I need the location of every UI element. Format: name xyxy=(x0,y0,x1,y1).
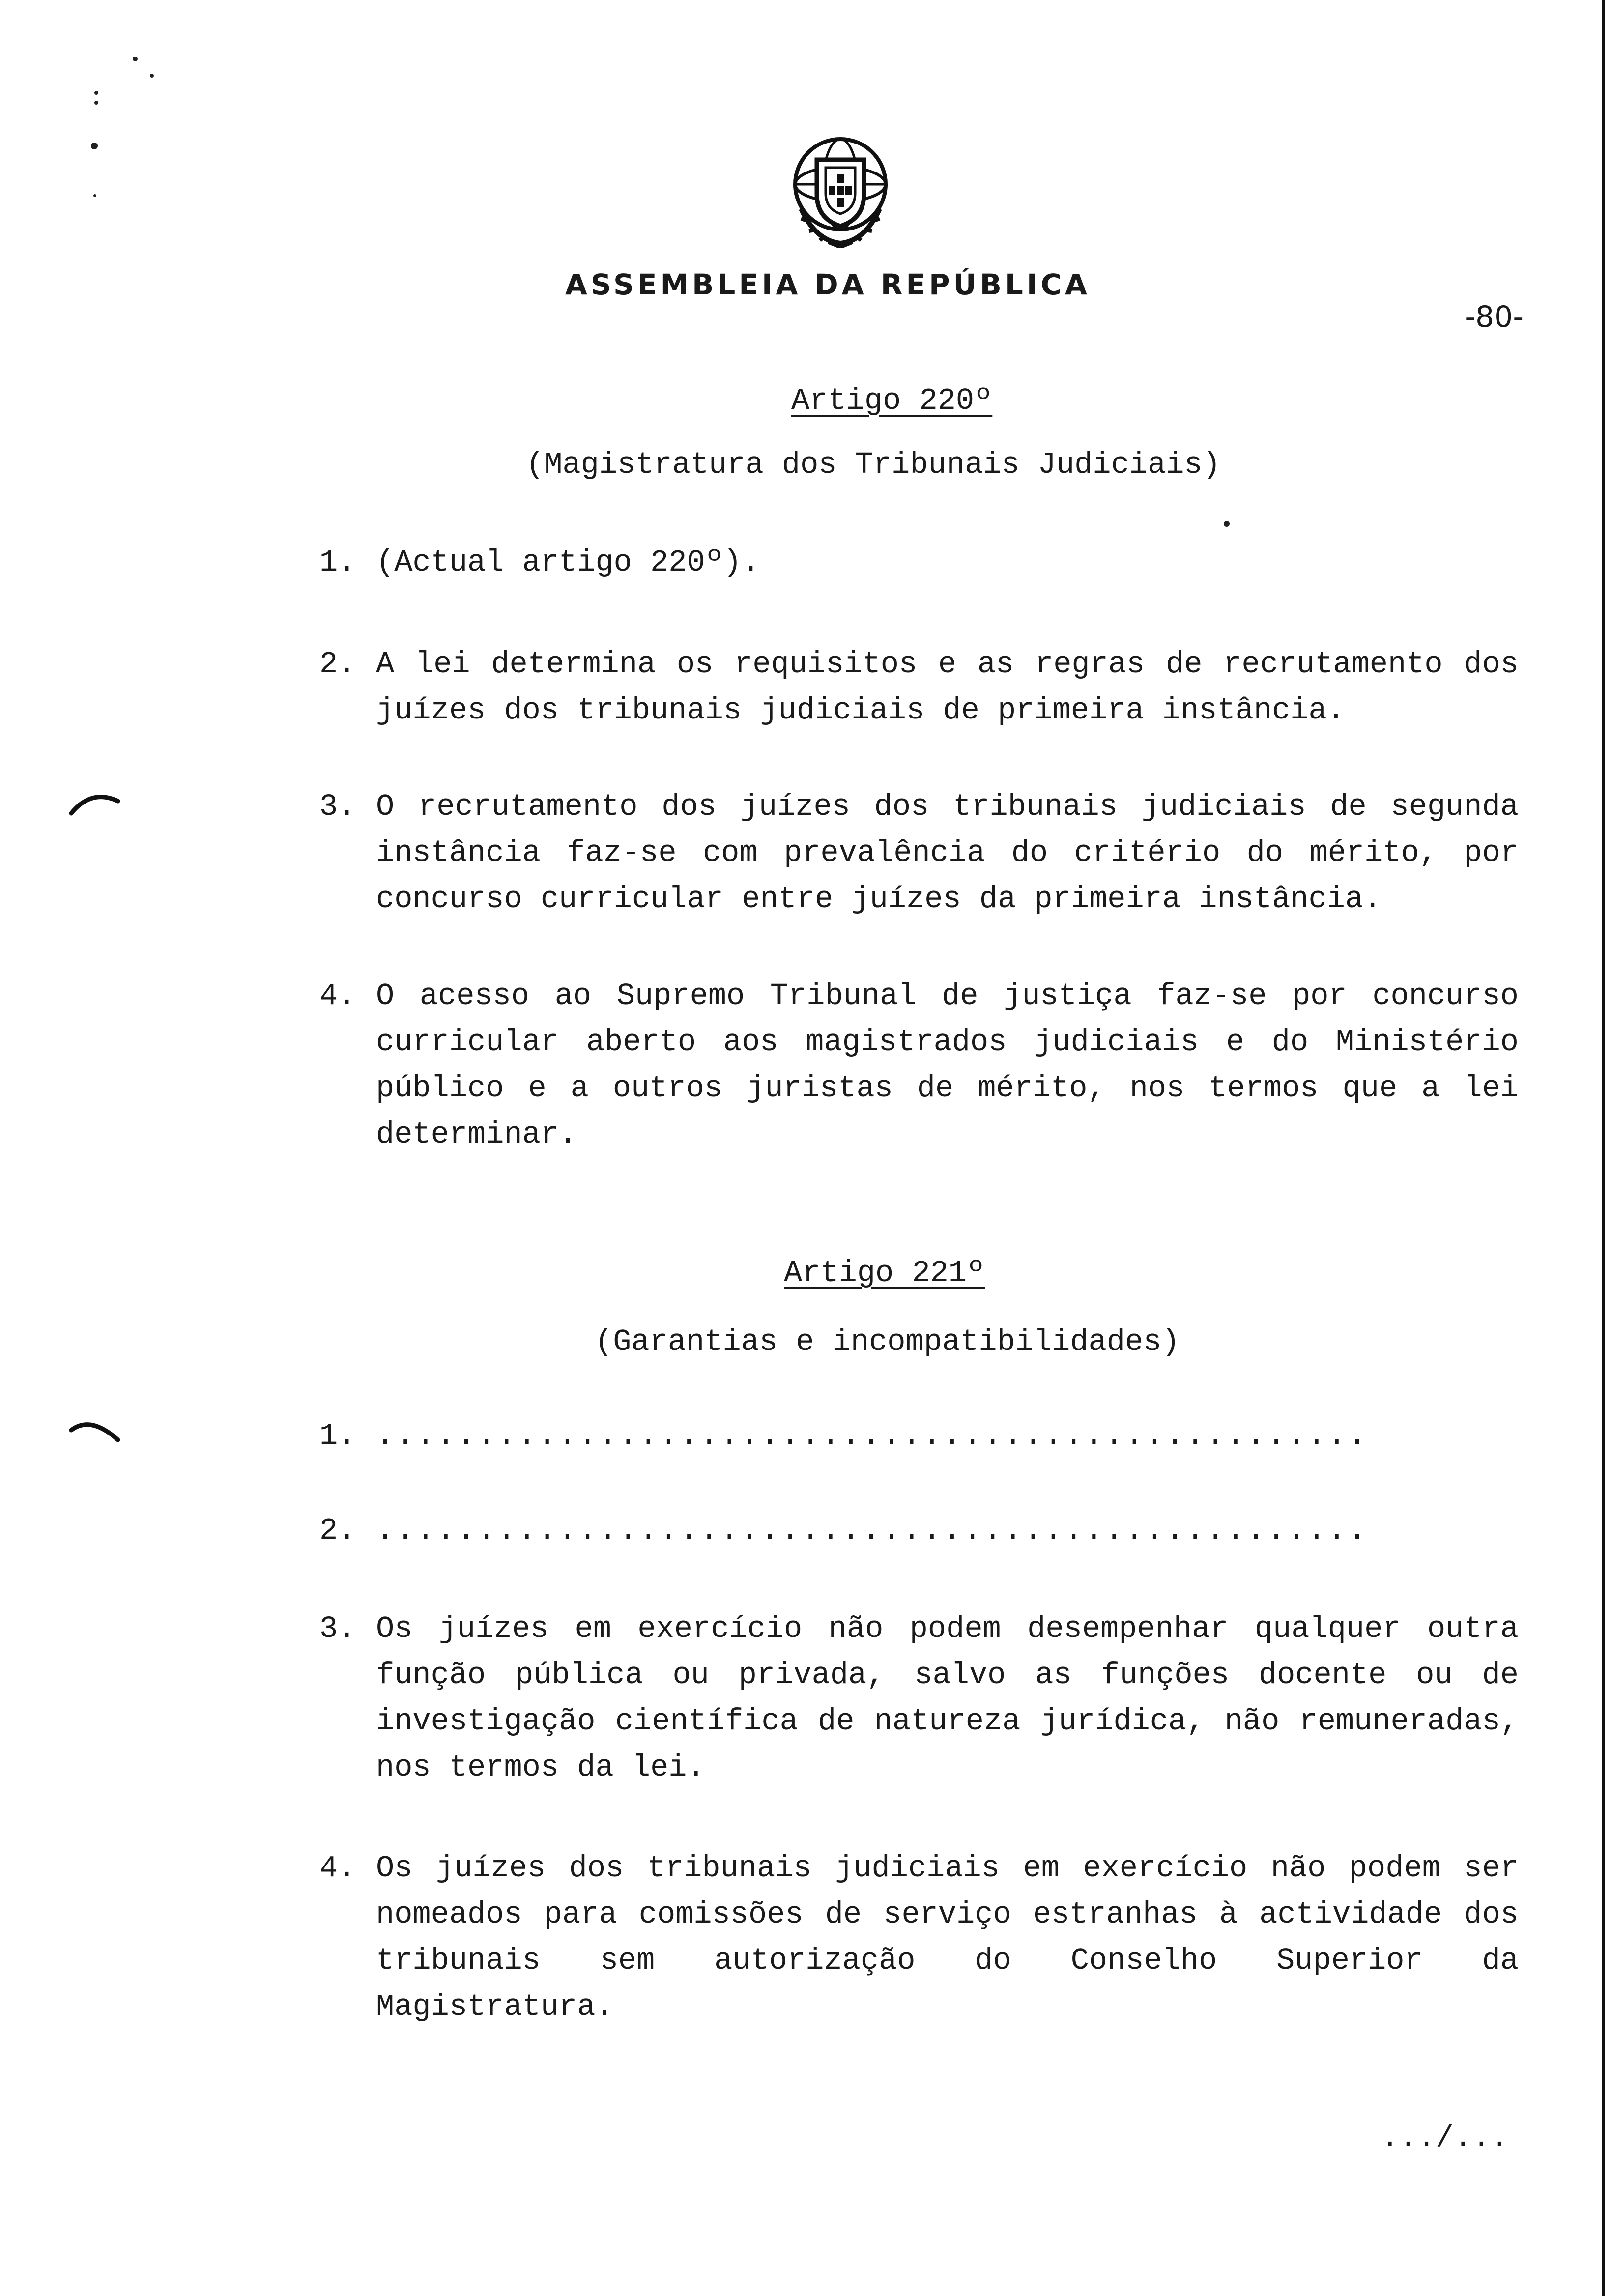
item-number: 1. xyxy=(319,1418,356,1453)
coat-of-arms-icon xyxy=(786,135,894,248)
institution-name: ASSEMBLEIA DA REPÚBLICA xyxy=(565,268,1091,301)
item-text: Os juízes em exercício não podem desempenhar qualquer outra função pública ou privada, salvo as funções docente ou de investigação científica de natureza jurídica, não remuneradas, nos termos da lei. xyxy=(376,1611,1519,1785)
page-number: -80- xyxy=(1465,300,1524,334)
article-item xyxy=(319,641,1519,734)
article-item xyxy=(319,1413,1519,1459)
article-item xyxy=(319,784,1519,922)
item-text: (Actual artigo 220º). xyxy=(376,545,760,580)
article-item xyxy=(319,540,1519,586)
article-subtitle: (Magistratura dos Tribunais Judiciais) xyxy=(526,447,1221,482)
punch-hole-mark xyxy=(69,1415,123,1445)
item-number: 1. xyxy=(319,545,356,580)
item-number: 2. xyxy=(319,647,356,682)
item-number: 3. xyxy=(319,1611,356,1646)
article-item xyxy=(319,1606,1519,1791)
article-title: Artigo 220º xyxy=(791,383,993,418)
article-title: Artigo 221º xyxy=(784,1256,985,1291)
item-number: 4. xyxy=(319,1851,356,1886)
item-text: O acesso ao Supremo Tribunal de justiça faz-se por concurso curricular aberto aos magistrados judiciais e do Ministério público e a outros juristas de mérito, nos termos que a lei determinar. xyxy=(376,978,1519,1152)
article-subtitle: (Garantias e incompatibilidades) xyxy=(595,1324,1180,1359)
article-item xyxy=(319,1508,1519,1554)
article-item xyxy=(319,1845,1519,2030)
article-item xyxy=(319,973,1519,1158)
punch-hole-mark xyxy=(69,786,123,816)
item-placeholder-dots: ................................................. xyxy=(376,1513,1369,1548)
item-number: 4. xyxy=(319,978,356,1013)
item-number: 2. xyxy=(319,1513,356,1548)
item-text: A lei determina os requisitos e as regras de recrutamento dos juízes dos tribunais judiciais de primeira instância. xyxy=(376,647,1519,728)
continuation-mark: .../... xyxy=(1381,2121,1509,2155)
item-number: 3. xyxy=(319,789,356,824)
page-edge-line xyxy=(1602,0,1605,2296)
item-text: Os juízes dos tribunais judiciais em exercício não podem ser nomeados para comissões de serviço estranhas à actividade dos tribunais sem autorização do Conselho Superior da Magistratura. xyxy=(376,1851,1519,2024)
item-placeholder-dots: ................................................. xyxy=(376,1418,1369,1453)
item-text: O recrutamento dos juízes dos tribunais judiciais de segunda instância faz-se com prevalência do critério do mérito, por concurso curricular entre juízes da primeira instância. xyxy=(376,789,1519,917)
